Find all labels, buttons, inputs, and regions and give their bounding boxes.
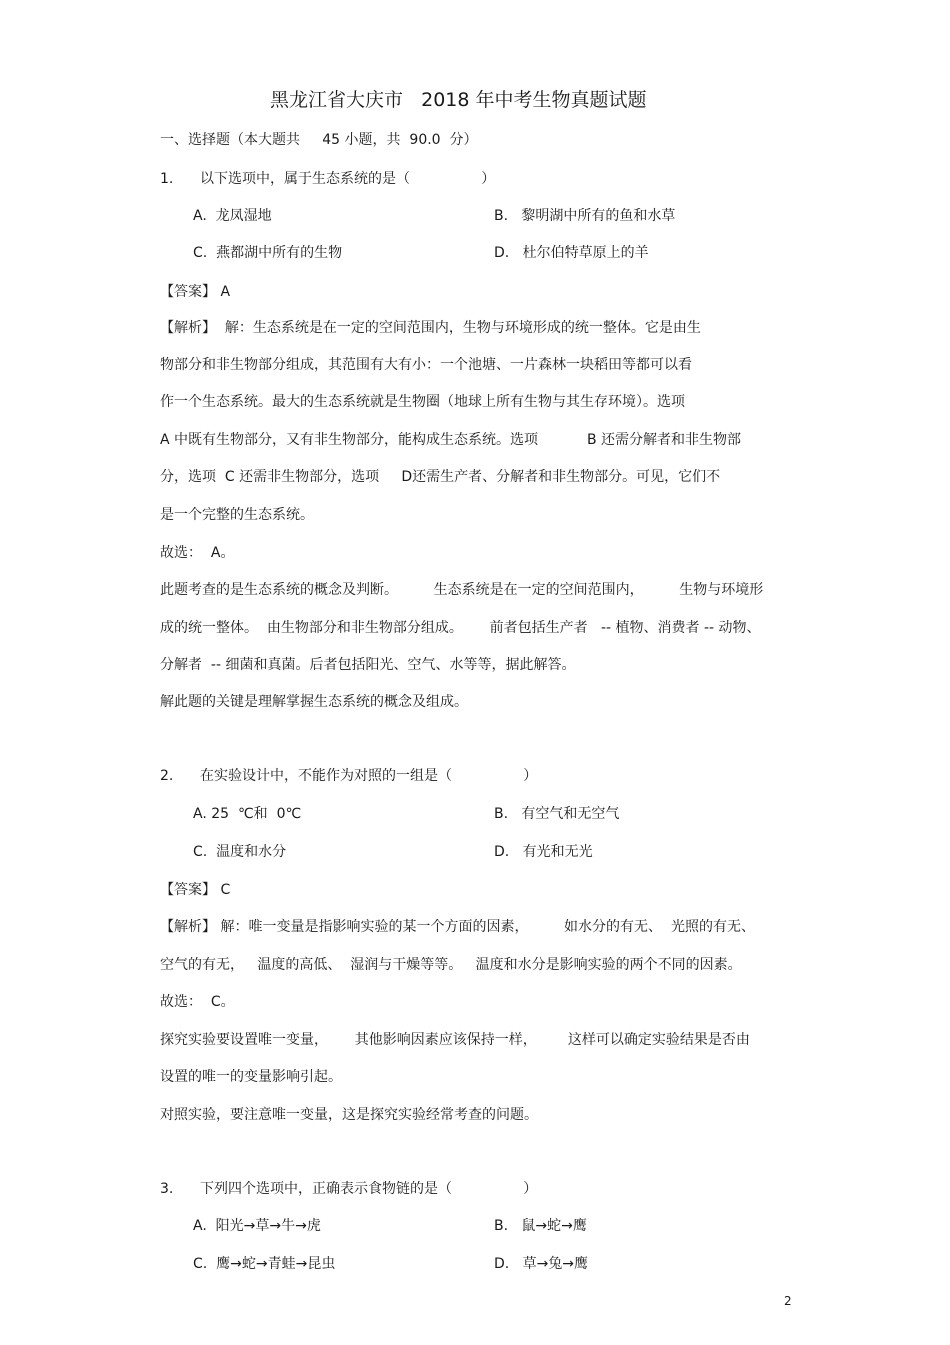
q2-choice: 故选： C。 xyxy=(160,994,235,1010)
q2-option-d: D. 有光和无光 xyxy=(494,844,593,860)
q2-option-a: A. 25 ℃和 0℃ xyxy=(193,806,302,822)
q1-analysis-line: 作一个生态系统。最大的生态系统就是生物圈（地球上所有生物与其生存环境）。选项 xyxy=(160,394,685,410)
q1-note-line: 此题考查的是生态系统的概念及判断。 生态系统是在一定的空间范围内， 生物与环境形 xyxy=(160,582,764,598)
q1-analysis-line: 物部分和非生物部分组成，其范围有大有小：一个池塘、一片森林一块稻田等都可以看 xyxy=(160,357,692,373)
q1-note-line: 分解者 -- 细菌和真菌。后者包括阳光、空气、水等等，据此解答。 xyxy=(160,657,576,673)
q3-option-d: D. 草→兔→鹰 xyxy=(494,1256,589,1272)
q2-option-b: B. 有空气和无空气 xyxy=(494,806,620,822)
q2-answer: 【答案】 C xyxy=(160,882,231,898)
q1-answer: 【答案】 A xyxy=(160,284,231,300)
q1-option-d: D. 杜尔伯特草原上的羊 xyxy=(494,245,649,261)
q3-option-b: B. 鼠→蛇→鹰 xyxy=(494,1218,587,1234)
q3-stem: 3. 下列四个选项中，正确表示食物链的是（ ） xyxy=(160,1181,538,1197)
q2-note-line: 设置的唯一的变量影响引起。 xyxy=(160,1069,342,1085)
q1-option-a: A. 龙凤湿地 xyxy=(193,208,272,224)
q1-stem: 1. 以下选项中，属于生态系统的是（ ） xyxy=(160,171,496,187)
page-number: 2 xyxy=(784,1294,792,1308)
q1-note-line: 解此题的关键是理解掌握生态系统的概念及组成。 xyxy=(160,694,468,710)
q1-analysis-line: A 中既有生物部分，又有非生物部分，能构成生态系统。选项 B 还需分解者和非生物部 xyxy=(160,432,742,448)
q3-option-c: C. 鹰→蛇→青蛙→昆虫 xyxy=(193,1256,336,1272)
q2-stem: 2. 在实验设计中，不能作为对照的一组是（ ） xyxy=(160,768,538,784)
q1-choice: 故选： A。 xyxy=(160,545,235,561)
section-header: 一、选择题（本大题共 45 小题，共 90.0 分） xyxy=(160,132,478,148)
page-title: 黑龙江省大庆市 2018 年中考生物真题试题 xyxy=(270,89,647,111)
q3-option-a: A. 阳光→草→牛→虎 xyxy=(193,1218,321,1234)
q2-note-line: 探究实验要设置唯一变量， 其他影响因素应该保持一样， 这样可以确定实验结果是否由 xyxy=(160,1032,750,1048)
q2-analysis-line: 【解析】 解：唯一变量是指影响实验的某一个方面的因素， 如水分的有无、 光照的有无、 xyxy=(160,919,755,935)
q2-note-line: 对照实验，要注意唯一变量，这是探究实验经常考查的问题。 xyxy=(160,1107,538,1123)
q1-analysis-line: 【解析】 解：生态系统是在一定的空间范围内，生物与环境形成的统一整体。它是由生 xyxy=(160,320,701,336)
q2-option-c: C. 温度和水分 xyxy=(193,844,287,860)
q1-analysis-line: 是一个完整的生态系统。 xyxy=(160,507,314,523)
q1-analysis-line: 分，选项 C 还需非生物部分，选项 D还需生产者、分解者和非生物部分。可见，它们不 xyxy=(160,469,721,485)
q1-option-c: C. 燕都湖中所有的生物 xyxy=(193,245,343,261)
q2-analysis-line: 空气的有无， 温度的高低、 湿润与干燥等等。 温度和水分是影响实验的两个不同的因素。 xyxy=(160,957,742,973)
q1-note-line: 成的统一整体。 由生物部分和非生物部分组成。 前者包括生产者 -- 植物、消费者 -- 动物、 xyxy=(160,620,761,636)
q1-option-b: B. 黎明湖中所有的鱼和水草 xyxy=(494,208,676,224)
